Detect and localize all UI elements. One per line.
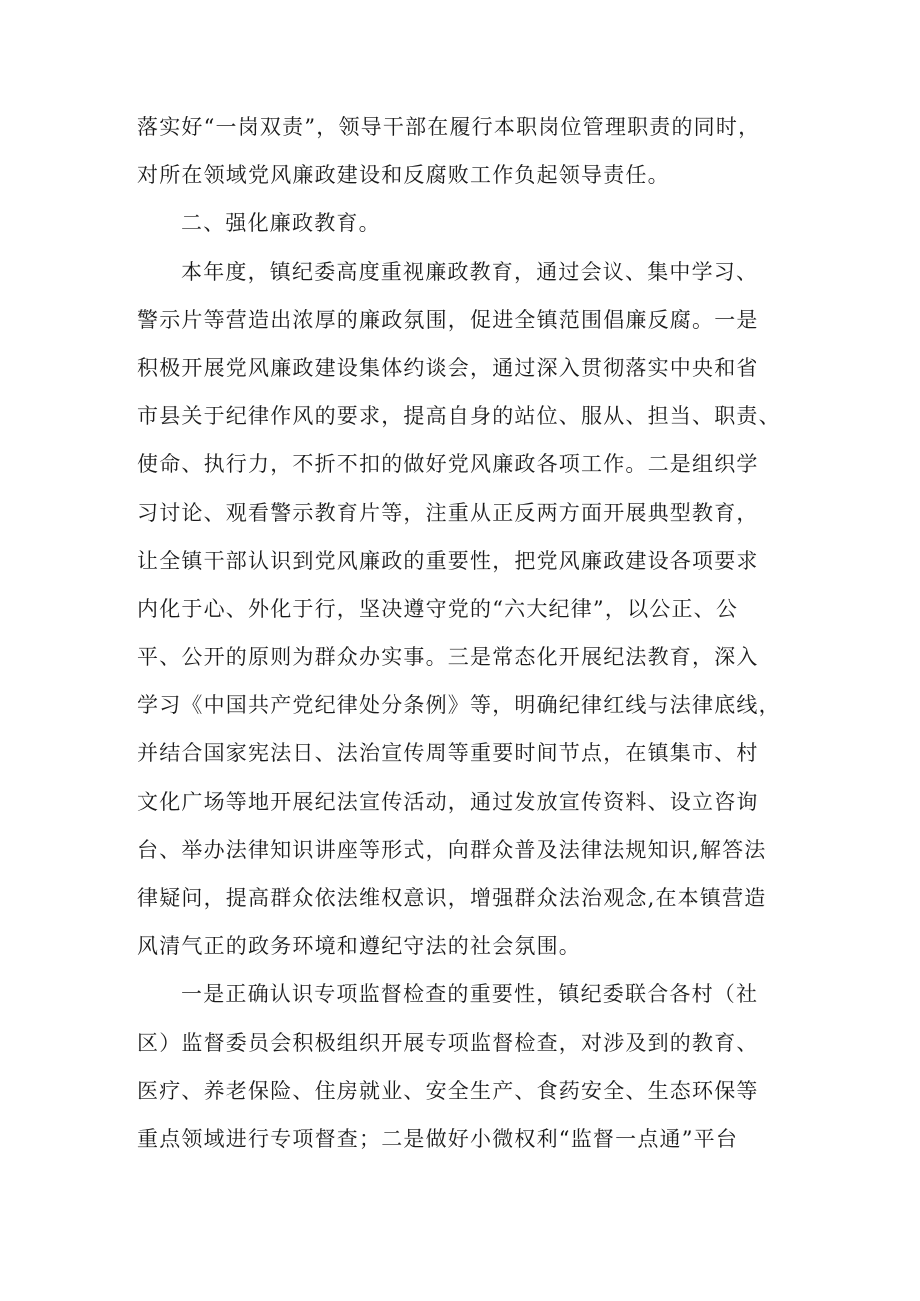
text-line: 风清气正的政务环境和遵纪守法的社会氛围。 [137, 934, 581, 959]
text-line: 医疗、养老保险、住房就业、安全生产、食药安全、生态环保等 [137, 1078, 759, 1103]
text-line: 文化广场等地开展纪法宣传活动，通过发放宣传资料、设立咨询 [137, 789, 759, 814]
text-line: 二、强化廉政教育。 [181, 211, 381, 236]
text-line: 律疑问，提高群众依法维权意识，增强群众法治观念,在本镇营造 [137, 886, 767, 910]
text-line: 市县关于纪律作风的要求，提高自身的站位、服从、担当、职责、 [137, 404, 781, 429]
text-line: 内化于心、外化于行，坚决遵守党的“六大纪律”，以公正、公 [137, 596, 739, 621]
text-line: 习讨论、观看警示教育片等，注重从正反两方面开展典型教育， [137, 500, 759, 525]
text-line: 一是正确认识专项监督检查的重要性，镇纪委联合各村（社 [181, 982, 759, 1007]
text-line: 让全镇干部认识到党风廉政的重要性，把党风廉政建设各项要求 [137, 548, 759, 573]
text-line: 对所在领域党风廉政建设和反腐败工作负起领导责任。 [137, 163, 670, 188]
text-line: 落实好“一岗双责”，领导干部在履行本职岗位管理职责的同时， [137, 115, 761, 139]
document-body [137, 103, 797, 1163]
text-line: 使命、执行力，不折不扣的做好党风廉政各项工作。二是组织学 [137, 452, 759, 477]
text-line: 警示片等营造出浓厚的廉政氛围，促进全镇范围倡廉反腐。一是 [137, 307, 759, 332]
text-line: 积极开展党风廉政建设集体约谈会，通过深入贯彻落实中央和省 [137, 355, 759, 380]
text-line: 学习《中国共产党纪律处分条例》等，明确纪律红线与法律底线， [137, 693, 781, 718]
text-line: 台、举办法律知识讲座等形式，向群众普及法律法规知识,解答法 [137, 837, 767, 862]
text-line: 区）监督委员会积极组织开展专项监督检查，对涉及到的教育、 [137, 1030, 759, 1055]
text-line: 平、公开的原则为群众办实事。三是常态化开展纪法教育，深入 [137, 645, 759, 670]
text-line: 重点领域进行专项督查；二是做好小微权利“监督一点通”平台 [137, 1126, 739, 1151]
text-line: 本年度，镇纪委高度重视廉政教育，通过会议、集中学习、 [181, 259, 759, 284]
text-line: 并结合国家宪法日、法治宣传周等重要时间节点，在镇集市、村 [137, 741, 759, 766]
